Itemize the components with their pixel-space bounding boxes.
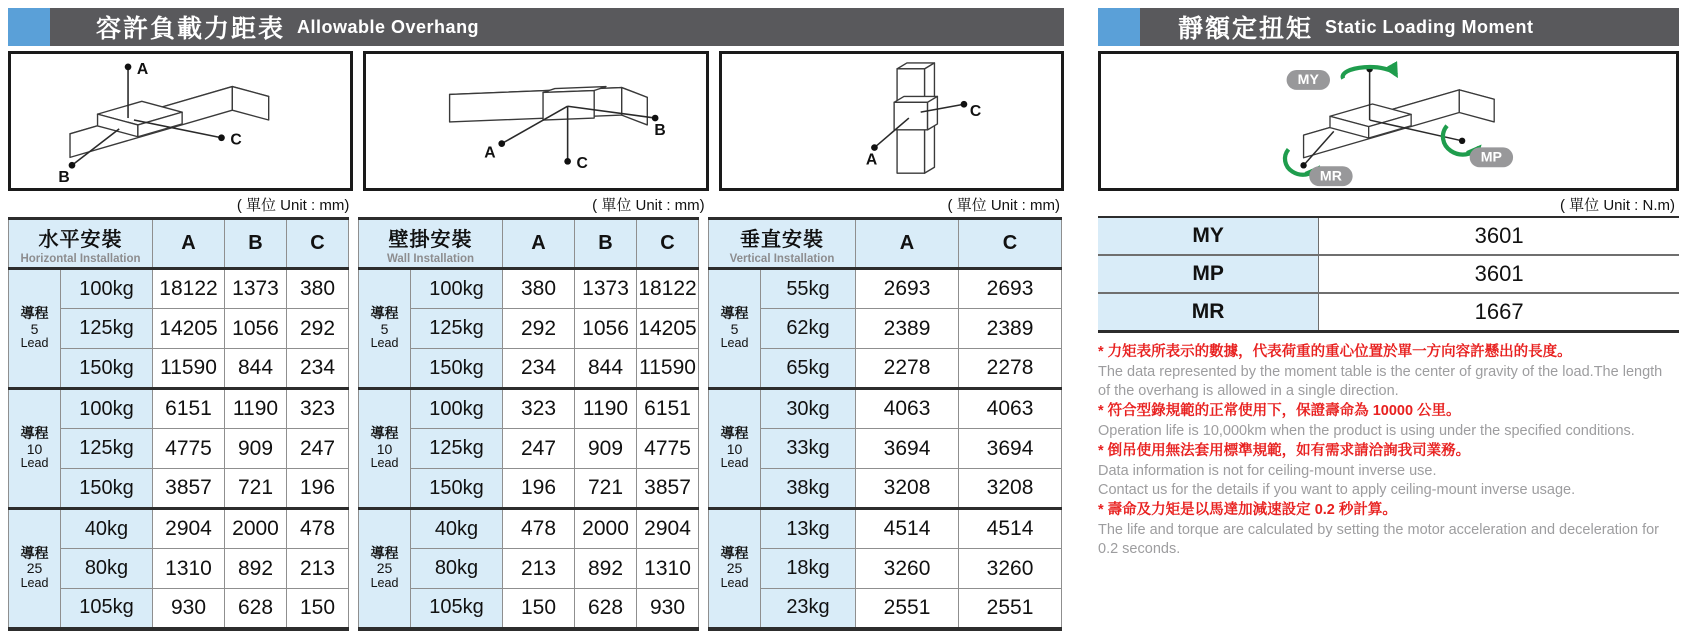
column-header-c: C (959, 219, 1062, 269)
table-title: 壁掛安裝 Wall Installation (359, 219, 503, 269)
note-en: The data represented by the moment table is the center of gravity of the load.The length of the overhang is allowed in a single direction. (1098, 363, 1663, 399)
value-cell: 909 (225, 429, 287, 469)
value-cell: 1190 (225, 389, 287, 429)
value-cell: 234 (287, 349, 349, 389)
lead-cell: 導程 25 Lead (359, 509, 411, 629)
value-cell: 18122 (637, 269, 699, 309)
note-en: Operation life is 10,000km when the product is using under the specified conditions. (1098, 422, 1635, 439)
installation-diagrams (8, 51, 1064, 215)
value-cell: 196 (287, 469, 349, 509)
table-row (709, 349, 1062, 389)
axis-label-b: B (654, 121, 667, 139)
load-cell: 13kg (761, 509, 856, 549)
moment-row (1098, 255, 1679, 293)
table-row (709, 389, 1062, 429)
load-cell: 125kg (61, 309, 153, 349)
moment-value-cell: 3601 (1319, 255, 1679, 293)
lead-cell: 導程 10 Lead (709, 389, 761, 509)
load-cell: 65kg (761, 349, 856, 389)
load-cell: 100kg (411, 389, 503, 429)
value-cell: 11590 (153, 349, 225, 389)
value-cell: 2551 (959, 589, 1062, 629)
value-cell: 4514 (856, 509, 959, 549)
note-en: Data information is not for ceiling-mount inverse use. (1098, 462, 1437, 479)
table-row (709, 309, 1062, 349)
note-zh: * 力矩表所表示的數據，代表荷重的重心位置於單一方向容許懸出的長度。 (1098, 343, 1572, 360)
note-zh: * 壽命及力矩是以馬達加減速設定 0.2 秒計算。 (1098, 502, 1397, 519)
value-cell: 3208 (856, 469, 959, 509)
note-en: Contact us for the details if you want to apply ceiling-mount inverse usage. (1098, 482, 1576, 499)
value-cell: 3260 (959, 549, 1062, 589)
note-zh: * 符合型錄規範的正常使用下，保證壽命為 10000 公里。 (1098, 402, 1461, 419)
moment-value-cell: 1667 (1474, 298, 1524, 324)
horizontal-table-wrap (8, 217, 346, 631)
footnotes (1098, 342, 1679, 560)
lead-cell: 導程 5 Lead (709, 269, 761, 389)
moment-diagram (1098, 51, 1679, 191)
vertical-table-wrap (708, 217, 1060, 631)
value-cell: 1056 (225, 309, 287, 349)
load-cell: 125kg (61, 429, 153, 469)
moment-row (1098, 293, 1679, 331)
load-cell: 100kg (411, 269, 503, 309)
load-cell: 100kg (61, 389, 153, 429)
vertical-installation-diagram (719, 51, 1064, 191)
value-cell: 930 (153, 589, 225, 629)
load-cell: 18kg (761, 549, 856, 589)
value-cell: 4063 (856, 389, 959, 429)
value-cell: 150 (503, 589, 575, 629)
value-cell: 11590 (637, 349, 699, 389)
vertical-rail-drawing (722, 54, 1061, 188)
value-cell: 292 (503, 309, 575, 349)
value-cell: 909 (575, 429, 637, 469)
value-cell: 2389 (959, 309, 1062, 349)
table-row (709, 549, 1062, 589)
table-row (709, 429, 1062, 469)
value-cell: 2904 (637, 509, 699, 549)
value-cell: 18122 (153, 269, 225, 309)
load-cell: 150kg (61, 469, 153, 509)
value-cell: 247 (503, 429, 575, 469)
value-cell: 2000 (575, 509, 637, 549)
value-cell: 2000 (225, 509, 287, 549)
wall-installation-diagram (363, 51, 708, 191)
wall-diagram-column (363, 51, 708, 215)
value-cell: 721 (575, 469, 637, 509)
moment-label-my: MY (1297, 71, 1319, 88)
table-row (359, 269, 699, 309)
right-title-zh: 靜額定扭矩 (1178, 15, 1314, 43)
static-moment-table (1098, 216, 1679, 333)
value-cell: 196 (503, 469, 575, 509)
lead-cell: 導程 25 Lead (9, 509, 61, 629)
note-en: The life and torque are calculated by setting the motor acceleration and deceleration for 0.2 seconds. (1098, 522, 1660, 558)
moment-label-mr: MR (1319, 167, 1342, 184)
moment-value-cell: 3601 (1319, 217, 1679, 255)
vertical-diagram-column (719, 51, 1064, 215)
table-title: 水平安裝 Horizontal Installation (9, 219, 153, 269)
left-title-zh: 容許負載力距表 (96, 15, 286, 43)
column-header-b: B (575, 219, 637, 269)
load-cell: 150kg (411, 349, 503, 389)
lead-cell: 導程 10 Lead (359, 389, 411, 509)
table-title: 垂直安裝 Vertical Installation (709, 219, 856, 269)
load-cell: 38kg (761, 469, 856, 509)
load-cell: 33kg (761, 429, 856, 469)
value-cell: 1310 (153, 549, 225, 589)
value-cell: 844 (575, 349, 637, 389)
note-zh: * 倒吊使用無法套用標準規範，如有需求請洽詢我司業務。 (1098, 442, 1471, 459)
lead-cell: 導程 25 Lead (709, 509, 761, 629)
value-cell: 3208 (959, 469, 1062, 509)
unit-label-nm: ( 單位 Unit : N.m) (1560, 197, 1675, 214)
value-cell: 2278 (959, 349, 1062, 389)
load-cell: 30kg (761, 389, 856, 429)
value-cell: 6151 (637, 389, 699, 429)
table-row (359, 509, 699, 549)
load-cell: 23kg (761, 589, 856, 629)
moment-label-mp: MP (1480, 148, 1502, 165)
moment-label-cell: MR (1098, 293, 1319, 331)
load-cell: 105kg (411, 589, 503, 629)
load-cell: 40kg (61, 509, 153, 549)
value-cell: 3857 (153, 469, 225, 509)
axis-label-c: C (969, 103, 981, 121)
overhang-tables (8, 217, 1064, 631)
value-cell: 213 (287, 549, 349, 589)
value-cell: 1310 (637, 549, 699, 589)
load-cell: 125kg (411, 309, 503, 349)
allowable-overhang-section (8, 8, 1064, 637)
load-cell: 150kg (411, 469, 503, 509)
load-cell: 40kg (411, 509, 503, 549)
value-cell: 323 (503, 389, 575, 429)
lead-cell: 導程 10 Lead (9, 389, 61, 509)
load-cell: 55kg (761, 269, 856, 309)
value-cell: 323 (287, 389, 349, 429)
load-cell: 105kg (61, 589, 153, 629)
column-header-a: A (856, 219, 959, 269)
load-cell: 80kg (61, 549, 153, 589)
left-title-en: Allowable Overhang (297, 16, 480, 37)
value-cell: 2278 (856, 349, 959, 389)
horizontal-diagram-column (8, 51, 353, 215)
value-cell: 14205 (637, 309, 699, 349)
value-cell: 1373 (575, 269, 637, 309)
value-cell: 234 (503, 349, 575, 389)
load-cell: 125kg (411, 429, 503, 469)
value-cell: 478 (287, 509, 349, 549)
load-cell: 100kg (61, 269, 153, 309)
value-cell: 721 (225, 469, 287, 509)
value-cell: 3857 (637, 469, 699, 509)
value-cell: 3694 (959, 429, 1062, 469)
table-row (9, 509, 349, 549)
value-cell: 247 (287, 429, 349, 469)
value-cell: 628 (225, 589, 287, 629)
table-row (9, 269, 349, 309)
value-cell: 1373 (225, 269, 287, 309)
value-cell: 930 (637, 589, 699, 629)
load-cell: 62kg (761, 309, 856, 349)
value-cell: 213 (503, 549, 575, 589)
axis-label-a: A (865, 151, 877, 169)
value-cell: 478 (503, 509, 575, 549)
value-cell: 1190 (575, 389, 637, 429)
value-cell: 4775 (637, 429, 699, 469)
lead-cell: 導程 5 Lead (359, 269, 411, 389)
moment-label-cell: MY (1098, 217, 1319, 255)
column-header-a: A (503, 219, 575, 269)
column-header-b: B (225, 219, 287, 269)
value-cell: 380 (503, 269, 575, 309)
value-cell: 6151 (153, 389, 225, 429)
axis-label-a: A (484, 144, 496, 162)
value-cell: 150 (287, 589, 349, 629)
axis-label-b: B (58, 168, 70, 186)
value-cell: 892 (575, 549, 637, 589)
load-cell: 150kg (61, 349, 153, 389)
right-title-en: Static Loading Moment (1325, 16, 1534, 37)
axis-label-c: C (230, 131, 242, 149)
column-header-c: C (637, 219, 699, 269)
static-loading-moment-section (1098, 8, 1679, 637)
unit-label-mm: ( 單位 Unit : mm) (236, 197, 350, 214)
value-cell: 844 (225, 349, 287, 389)
value-cell: 4514 (959, 509, 1062, 549)
value-cell: 1056 (575, 309, 637, 349)
axis-label-a: A (136, 60, 149, 78)
column-header-a: A (153, 219, 225, 269)
accent-square-icon (1098, 8, 1140, 46)
moment-label-cell: MP (1098, 255, 1319, 293)
value-cell: 2904 (153, 509, 225, 549)
axis-label-c: C (576, 155, 589, 173)
value-cell: 380 (287, 269, 349, 309)
value-cell: 4063 (959, 389, 1062, 429)
value-cell: 3694 (856, 429, 959, 469)
static-moment-table-body (1098, 217, 1679, 331)
wall-table-wrap (358, 217, 696, 631)
value-cell: 628 (575, 589, 637, 629)
value-cell: 2389 (856, 309, 959, 349)
vertical-installation-table (708, 217, 1062, 631)
value-cell: 14205 (153, 309, 225, 349)
horizontal-installation-diagram (8, 51, 353, 191)
wall-installation-table (358, 217, 699, 631)
table-row (709, 469, 1062, 509)
moment-rail-drawing (1101, 54, 1676, 188)
table-row (709, 589, 1062, 629)
wall-rail-drawing (366, 54, 705, 188)
horizontal-installation-table (8, 217, 349, 631)
static-moment-header (1098, 8, 1679, 46)
value-cell: 2551 (856, 589, 959, 629)
unit-label-mm: ( 單位 Unit : mm) (592, 197, 705, 214)
column-header-c: C (287, 219, 349, 269)
load-cell: 80kg (411, 549, 503, 589)
table-row (359, 389, 699, 429)
value-cell: 2693 (856, 269, 959, 309)
value-cell: 4775 (153, 429, 225, 469)
table-row (9, 389, 349, 429)
accent-square-icon (8, 8, 50, 46)
moment-row (1098, 217, 1679, 255)
value-cell: 2693 (959, 269, 1062, 309)
horizontal-rail-drawing (11, 54, 350, 188)
unit-label-mm: ( 單位 Unit : mm) (947, 197, 1060, 214)
allowable-overhang-header (8, 8, 1064, 46)
value-cell: 3260 (856, 549, 959, 589)
value-cell: 292 (287, 309, 349, 349)
value-cell: 892 (225, 549, 287, 589)
table-row (709, 509, 1062, 549)
table-row (709, 269, 1062, 309)
lead-cell: 導程 5 Lead (9, 269, 61, 389)
